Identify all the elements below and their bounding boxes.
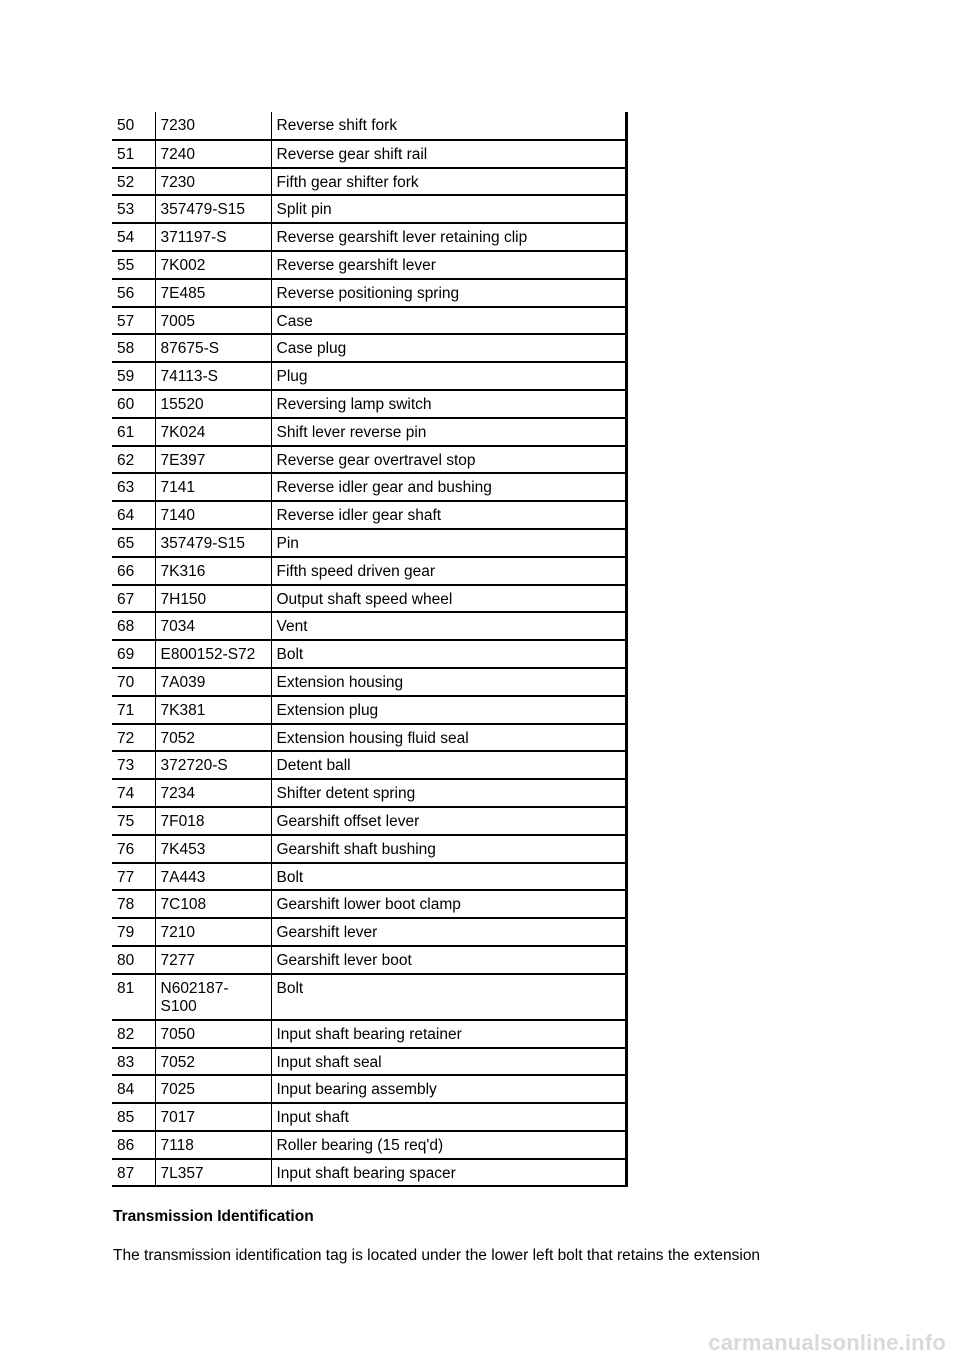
table-row — [112, 974, 626, 1020]
table-row — [112, 251, 626, 279]
description-cell: Gearshift lever — [271, 918, 626, 946]
item-number-cell: 70 — [112, 668, 155, 696]
item-number-cell: 85 — [112, 1103, 155, 1131]
item-number-cell: 60 — [112, 390, 155, 418]
part-number-cell: 7E397 — [155, 446, 271, 474]
part-number-cell: 15520 — [155, 390, 271, 418]
part-number-cell: 7K381 — [155, 696, 271, 724]
description-cell: Detent ball — [271, 751, 626, 779]
description-cell: Input shaft seal — [271, 1048, 626, 1076]
table-row — [112, 418, 626, 446]
item-number-cell: 73 — [112, 751, 155, 779]
description-cell: Reverse idler gear shaft — [271, 501, 626, 529]
table-row — [112, 696, 626, 724]
item-number-cell: 77 — [112, 863, 155, 891]
table-row — [112, 223, 626, 251]
item-number-cell: 63 — [112, 473, 155, 501]
item-number-cell: 50 — [112, 112, 155, 140]
part-number-cell: 357479-S15 — [155, 529, 271, 557]
table-row — [112, 1020, 626, 1048]
item-number-cell: 57 — [112, 307, 155, 335]
part-number-cell: 7025 — [155, 1075, 271, 1103]
description-cell: Reverse positioning spring — [271, 279, 626, 307]
item-number-cell: 82 — [112, 1020, 155, 1048]
description-cell: Roller bearing (15 req'd) — [271, 1131, 626, 1159]
part-number-cell: 7140 — [155, 501, 271, 529]
item-number-cell: 72 — [112, 724, 155, 752]
part-number-cell: 7K316 — [155, 557, 271, 585]
part-number-cell: 371197-S — [155, 223, 271, 251]
description-cell: Reverse idler gear and bushing — [271, 473, 626, 501]
part-number-cell: 7005 — [155, 307, 271, 335]
part-number-cell: 7A039 — [155, 668, 271, 696]
part-number-cell: 7F018 — [155, 807, 271, 835]
part-number-cell: 7234 — [155, 779, 271, 807]
item-number-cell: 53 — [112, 195, 155, 223]
item-number-cell: 58 — [112, 334, 155, 362]
part-number-cell: E800152-S72 — [155, 640, 271, 668]
description-cell: Reverse gearshift lever retaining clip — [271, 223, 626, 251]
table-row — [112, 1159, 626, 1187]
table-row — [112, 390, 626, 418]
description-cell: Vent — [271, 612, 626, 640]
description-cell: Shifter detent spring — [271, 779, 626, 807]
table-row — [112, 863, 626, 891]
item-number-cell: 79 — [112, 918, 155, 946]
item-number-cell: 68 — [112, 612, 155, 640]
description-cell: Input bearing assembly — [271, 1075, 626, 1103]
table-row — [112, 307, 626, 335]
item-number-cell: 81 — [112, 974, 155, 1020]
table-row — [112, 751, 626, 779]
table-row — [112, 1103, 626, 1131]
description-cell: Extension plug — [271, 696, 626, 724]
part-number-cell: 7A443 — [155, 863, 271, 891]
part-number-cell: 7050 — [155, 1020, 271, 1048]
item-number-cell: 71 — [112, 696, 155, 724]
part-number-cell: 7118 — [155, 1131, 271, 1159]
parts-table-body — [112, 112, 626, 1186]
description-cell: Extension housing fluid seal — [271, 724, 626, 752]
table-row — [112, 473, 626, 501]
description-cell: Gearshift offset lever — [271, 807, 626, 835]
description-cell: Plug — [271, 362, 626, 390]
description-cell: Reversing lamp switch — [271, 390, 626, 418]
description-cell: Reverse gear shift rail — [271, 140, 626, 168]
description-cell: Case — [271, 307, 626, 335]
item-number-cell: 52 — [112, 168, 155, 196]
part-number-cell: 7277 — [155, 946, 271, 974]
item-number-cell: 62 — [112, 446, 155, 474]
description-cell: Input shaft bearing spacer — [271, 1159, 626, 1187]
part-number-cell: 7K002 — [155, 251, 271, 279]
table-row — [112, 168, 626, 196]
item-number-cell: 83 — [112, 1048, 155, 1076]
table-row — [112, 195, 626, 223]
part-number-cell: N602187- S100 — [155, 974, 271, 1020]
description-cell: Output shaft speed wheel — [271, 585, 626, 613]
part-number-cell: 7230 — [155, 168, 271, 196]
part-number-cell: 7141 — [155, 473, 271, 501]
item-number-cell: 66 — [112, 557, 155, 585]
table-row — [112, 890, 626, 918]
table-row — [112, 807, 626, 835]
part-number-cell: 372720-S — [155, 751, 271, 779]
description-cell: Reverse shift fork — [271, 112, 626, 140]
item-number-cell: 65 — [112, 529, 155, 557]
part-number-cell: 87675-S — [155, 334, 271, 362]
description-cell: Bolt — [271, 863, 626, 891]
table-row — [112, 501, 626, 529]
description-cell: Reverse gearshift lever — [271, 251, 626, 279]
part-number-cell: 7C108 — [155, 890, 271, 918]
description-cell: Gearshift lower boot clamp — [271, 890, 626, 918]
item-number-cell: 87 — [112, 1159, 155, 1187]
part-number-cell: 7K024 — [155, 418, 271, 446]
part-number-cell: 7240 — [155, 140, 271, 168]
item-number-cell: 51 — [112, 140, 155, 168]
table-row — [112, 140, 626, 168]
description-cell: Reverse gear overtravel stop — [271, 446, 626, 474]
part-number-cell: 7K453 — [155, 835, 271, 863]
part-number-cell: 7052 — [155, 1048, 271, 1076]
item-number-cell: 55 — [112, 251, 155, 279]
item-number-cell: 76 — [112, 835, 155, 863]
table-row — [112, 1131, 626, 1159]
table-row — [112, 779, 626, 807]
item-number-cell: 56 — [112, 279, 155, 307]
table-row — [112, 585, 626, 613]
part-number-cell: 7034 — [155, 612, 271, 640]
item-number-cell: 84 — [112, 1075, 155, 1103]
part-number-cell: 7H150 — [155, 585, 271, 613]
table-row — [112, 640, 626, 668]
description-cell: Bolt — [271, 640, 626, 668]
part-number-cell: 7210 — [155, 918, 271, 946]
table-row — [112, 612, 626, 640]
section-body-text: The transmission identification tag is located under the lower left bolt that retains the extension — [113, 1247, 761, 1264]
description-cell: Gearshift lever boot — [271, 946, 626, 974]
item-number-cell: 59 — [112, 362, 155, 390]
table-row — [112, 1075, 626, 1103]
description-cell: Bolt — [271, 974, 626, 1020]
table-row — [112, 279, 626, 307]
section-heading: Transmission Identification — [113, 1208, 314, 1225]
part-number-cell: 357479-S15 — [155, 195, 271, 223]
description-cell: Extension housing — [271, 668, 626, 696]
description-cell: Split pin — [271, 195, 626, 223]
item-number-cell: 61 — [112, 418, 155, 446]
item-number-cell: 78 — [112, 890, 155, 918]
table-row — [112, 1048, 626, 1076]
description-cell: Fifth gear shifter fork — [271, 168, 626, 196]
part-number-cell: 7017 — [155, 1103, 271, 1131]
table-row — [112, 112, 626, 140]
part-number-cell: 7L357 — [155, 1159, 271, 1187]
watermark-logo: carmanualsonline.info — [708, 1330, 946, 1355]
part-number-cell: 7052 — [155, 724, 271, 752]
description-cell: Input shaft — [271, 1103, 626, 1131]
table-row — [112, 918, 626, 946]
description-cell: Gearshift shaft bushing — [271, 835, 626, 863]
part-number-cell: 7E485 — [155, 279, 271, 307]
item-number-cell: 69 — [112, 640, 155, 668]
item-number-cell: 80 — [112, 946, 155, 974]
table-row — [112, 334, 626, 362]
description-cell: Fifth speed driven gear — [271, 557, 626, 585]
part-number-cell: 7230 — [155, 112, 271, 140]
item-number-cell: 54 — [112, 223, 155, 251]
part-number-cell: 74113-S — [155, 362, 271, 390]
item-number-cell: 64 — [112, 501, 155, 529]
table-row — [112, 529, 626, 557]
item-number-cell: 75 — [112, 807, 155, 835]
table-row — [112, 557, 626, 585]
table-row — [112, 446, 626, 474]
table-row — [112, 362, 626, 390]
item-number-cell: 74 — [112, 779, 155, 807]
description-cell: Pin — [271, 529, 626, 557]
item-number-cell: 86 — [112, 1131, 155, 1159]
parts-table — [112, 112, 628, 1187]
description-cell: Shift lever reverse pin — [271, 418, 626, 446]
description-cell: Input shaft bearing retainer — [271, 1020, 626, 1048]
table-row — [112, 835, 626, 863]
table-row — [112, 946, 626, 974]
table-row — [112, 668, 626, 696]
description-cell: Case plug — [271, 334, 626, 362]
item-number-cell: 67 — [112, 585, 155, 613]
table-row — [112, 724, 626, 752]
